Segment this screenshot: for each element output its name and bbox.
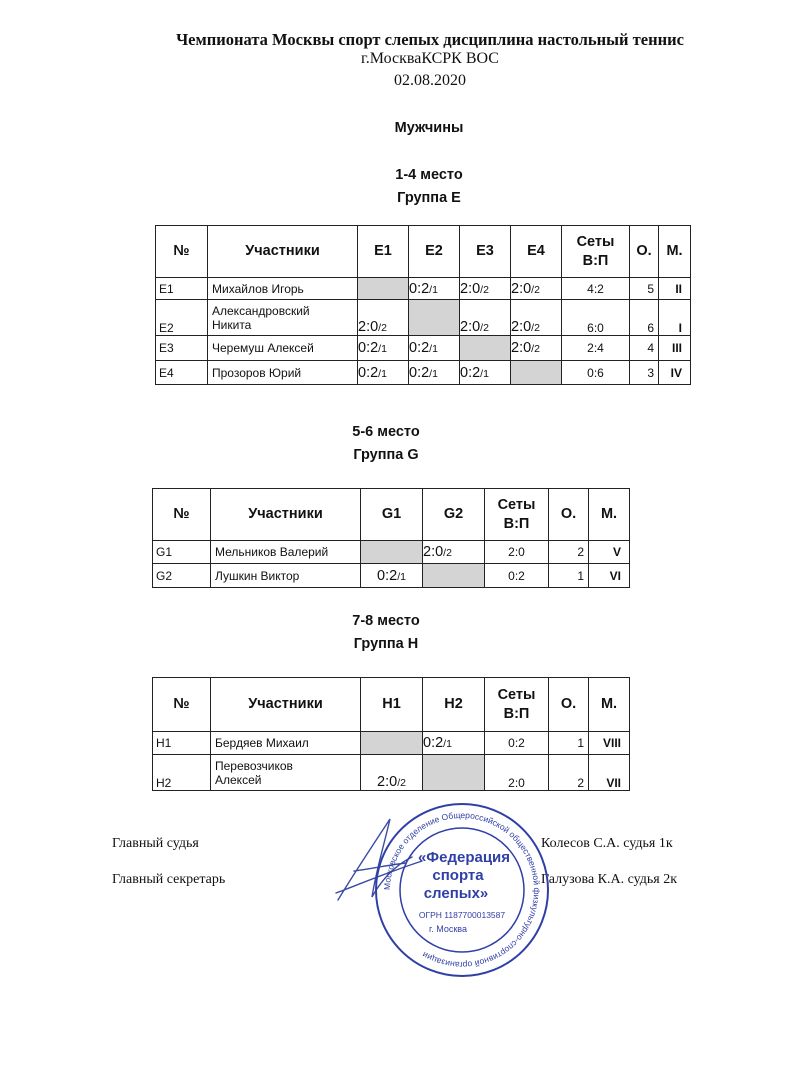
participant-name: Александровский Никита [208, 300, 358, 336]
organization-stamp [372, 800, 552, 980]
col-h2-header: H2 [423, 678, 485, 732]
group-e-place: 1-4 место [395, 167, 463, 183]
stamp-line3: слепых» [423, 885, 489, 902]
participant-name: Михайлов Игорь [208, 278, 358, 300]
points-cell: 3 [630, 361, 659, 385]
col-place-header: М. [659, 226, 691, 278]
document-date: 02.08.2020 [394, 72, 466, 89]
col-sets-header: Сеты В:П [485, 678, 549, 732]
col-place-header: М. [589, 678, 630, 732]
self-cell [361, 541, 423, 564]
table-row [153, 732, 630, 755]
score-cell: 2:0/2 [361, 755, 423, 791]
col-sets-header: Сеты В:П [562, 226, 630, 278]
sets-cell: 0:2 [485, 564, 549, 588]
sets-cell: 0:2 [485, 732, 549, 755]
self-cell [423, 755, 485, 791]
col-participants-header: Участники [211, 489, 361, 541]
participant-name: Прозоров Юрий [208, 361, 358, 385]
self-cell [409, 300, 460, 336]
score-cell: 2:0/2 [423, 541, 485, 564]
table-row [156, 361, 691, 385]
group-h-place: 7-8 место [352, 613, 420, 629]
table-row [153, 541, 630, 564]
place-cell: IV [659, 361, 691, 385]
col-g2-header: G2 [423, 489, 485, 541]
sets-cell: 4:2 [562, 278, 630, 300]
score-cell: 2:0/2 [511, 300, 562, 336]
table-row [156, 336, 691, 361]
sets-cell: 2:0 [485, 541, 549, 564]
score-cell: 2:0/2 [460, 278, 511, 300]
place-cell: VII [589, 755, 630, 791]
document-title: Чемпионата Москвы спорт слепых дисциплина настольный теннис [176, 30, 684, 49]
group-g-header-row [153, 489, 630, 541]
col-participants-header: Участники [208, 226, 358, 278]
sets-cell: 6:0 [562, 300, 630, 336]
group-e-header-row [156, 226, 691, 278]
points-cell: 6 [630, 300, 659, 336]
participant-name: Черемуш Алексей [208, 336, 358, 361]
row-id: G1 [153, 541, 211, 564]
chief-judge-label: Главный судья [112, 836, 199, 851]
stamp-line2: спорта [432, 867, 484, 884]
chief-secretary-label: Главный секретарь [112, 872, 226, 887]
place-cell: V [589, 541, 630, 564]
sets-cell: 2:0 [485, 755, 549, 791]
points-cell: 2 [549, 541, 589, 564]
place-cell: I [659, 300, 691, 336]
points-cell: 5 [630, 278, 659, 300]
place-cell: III [659, 336, 691, 361]
col-sets-header: Сеты В:П [485, 489, 549, 541]
group-e-title: Группа E [397, 190, 461, 206]
group-h-header-row [153, 678, 630, 732]
score-cell: 2:0/2 [511, 278, 562, 300]
group-h-title: Группа H [353, 636, 419, 652]
participant-name: Перевозчиков Алексей [211, 755, 361, 791]
col-place-header: М. [589, 489, 630, 541]
score-cell: 0:2/1 [423, 732, 485, 755]
self-cell [361, 732, 423, 755]
points-cell: 1 [549, 564, 589, 588]
col-points-header: О. [549, 489, 589, 541]
category-heading: Мужчины [394, 120, 464, 136]
col-e4-header: E4 [511, 226, 562, 278]
participant-name: Бердяев Михаил [211, 732, 361, 755]
self-cell [358, 278, 409, 300]
col-number-header: № [153, 678, 211, 732]
row-id: H2 [153, 755, 211, 791]
self-cell [423, 564, 485, 588]
place-cell: VIII [589, 732, 630, 755]
group-g-place: 5-6 место [352, 424, 420, 440]
score-cell: 0:2/1 [358, 336, 409, 361]
col-participants-header: Участники [211, 678, 361, 732]
col-number-header: № [153, 489, 211, 541]
score-cell: 2:0/2 [460, 300, 511, 336]
place-cell: VI [589, 564, 630, 588]
sets-cell: 0:6 [562, 361, 630, 385]
table-row [153, 755, 630, 791]
table-row [153, 564, 630, 588]
stamp-ring-text: Московское отделение Общероссийской общественной физкультурно-спортивной организации [381, 809, 543, 971]
score-cell: 0:2/1 [409, 361, 460, 385]
sets-cell: 2:4 [562, 336, 630, 361]
group-h-table [152, 677, 630, 791]
row-id: H1 [153, 732, 211, 755]
col-e3-header: E3 [460, 226, 511, 278]
col-g1-header: G1 [361, 489, 423, 541]
points-cell: 2 [549, 755, 589, 791]
participant-name: Лушкин Виктор [211, 564, 361, 588]
self-cell [511, 361, 562, 385]
score-cell: 0:2/1 [361, 564, 423, 588]
stamp-city: г. Москва [429, 924, 467, 934]
group-g-title: Группа G [353, 447, 419, 463]
score-cell: 2:0/2 [511, 336, 562, 361]
col-number-header: № [156, 226, 208, 278]
col-h1-header: H1 [361, 678, 423, 732]
table-row [156, 300, 691, 336]
col-e2-header: E2 [409, 226, 460, 278]
row-id: E2 [156, 300, 208, 336]
score-cell: 0:2/1 [358, 361, 409, 385]
col-points-header: О. [549, 678, 589, 732]
score-cell: 0:2/1 [460, 361, 511, 385]
group-g-table [152, 488, 630, 588]
group-e-table [155, 225, 691, 385]
row-id: E3 [156, 336, 208, 361]
stamp-line1: «Федерация [417, 849, 511, 866]
col-points-header: О. [630, 226, 659, 278]
col-e1-header: E1 [358, 226, 409, 278]
score-cell: 0:2/1 [409, 336, 460, 361]
chief-judge-name: Колесов С.А. судья 1к [541, 836, 673, 851]
stamp-ogrn: ОГРН 1187700013587 [418, 910, 506, 920]
row-id: E4 [156, 361, 208, 385]
participant-name: Мельников Валерий [211, 541, 361, 564]
place-cell: II [659, 278, 691, 300]
self-cell [460, 336, 511, 361]
score-cell: 2:0/2 [358, 300, 409, 336]
chief-secretary-name: Галузова К.А. судья 2к [541, 872, 678, 887]
row-id: G2 [153, 564, 211, 588]
document-city: г.МоскваКСРК ВОС [361, 50, 499, 67]
row-id: E1 [156, 278, 208, 300]
points-cell: 1 [549, 732, 589, 755]
table-row [156, 278, 691, 300]
score-cell: 0:2/1 [409, 278, 460, 300]
points-cell: 4 [630, 336, 659, 361]
